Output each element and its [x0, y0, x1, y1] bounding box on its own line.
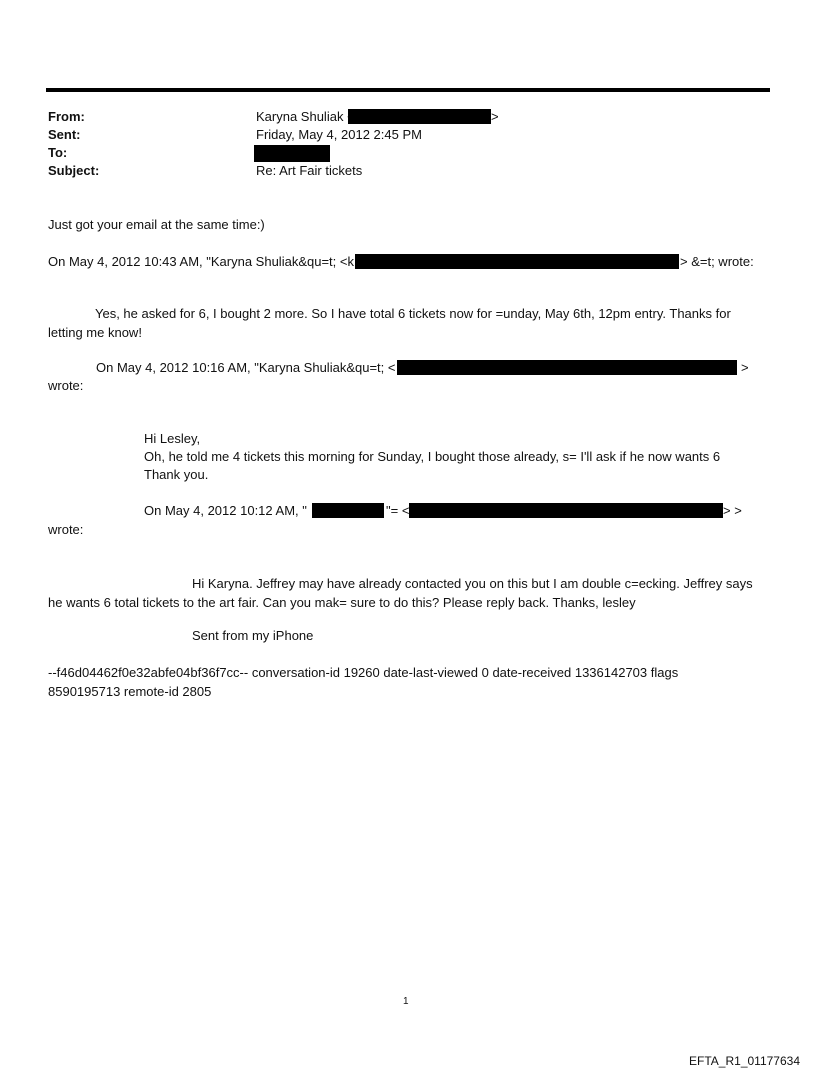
- from-name: Karyna Shuliak: [256, 109, 344, 124]
- quote1-prefix: [48, 254, 354, 270]
- bates-number: EFTA_R1_01177634: [689, 1054, 800, 1068]
- sent-value: Friday, May 4, 2012 2:45 PM: [256, 127, 422, 142]
- metadata-line: --f46d04462f0e32abfe04bf36f7cc-- conversation-id 19260 date-last-viewed 0 date-received 1336142703 flags 8590195713 remote-id 2805: [48, 665, 679, 699]
- from-close-bracket: >: [491, 109, 499, 124]
- quote3-mid: "= <: [386, 503, 410, 518]
- paragraph-tickets: Yes, he asked for 6, I bought 2 more. So I have total 6 tickets now for =unday, May 6th, 12pm entry. Thanks for letting me know!: [48, 306, 731, 340]
- subject-label: Subject:: [48, 163, 100, 178]
- redaction-to: [254, 145, 330, 162]
- greeting: Hi Lesley,: [144, 431, 201, 446]
- redaction-from-email: [348, 109, 491, 124]
- page-number: 1: [403, 996, 409, 1007]
- to-label: To:: [48, 145, 68, 160]
- redaction-quote2-email: [397, 360, 737, 375]
- quote2-suffix: >: [741, 360, 749, 375]
- quote2-wrote: wrote:: [48, 378, 84, 393]
- subject-value: Re: Art Fair tickets: [256, 163, 363, 178]
- redaction-quote3-name: [312, 503, 384, 518]
- quote2-prefix: On May 4, 2012 10:16 AM, "Karyna Shuliak&qu=t; <: [96, 360, 396, 375]
- from-value: [256, 109, 355, 125]
- reply-line: Just got your email at the same time:): [48, 217, 265, 232]
- quote3-wrote: wrote:: [48, 522, 84, 537]
- header-rule: [46, 88, 770, 92]
- from-label: From:: [48, 109, 85, 124]
- paragraph-sunday: Oh, he told me 4 tickets this morning for Sunday, I bought those already, s= I'll ask if he now wants 6: [144, 449, 721, 464]
- paragraph-art-fair: Hi Karyna. Jeffrey may have already contacted you on this but I am double c=ecking. Jeffrey says he wants 6 total tickets to the art fair. Can you mak= sure to do this? Please reply back. Thanks, lesley: [48, 576, 753, 610]
- redaction-quote3-email: [409, 503, 723, 518]
- quote1-leadchar: k: [347, 254, 354, 269]
- quote1-suffix: > &=t; wrote:: [680, 254, 754, 269]
- quote3-suffix: > >: [723, 503, 742, 518]
- thank-you: Thank you.: [144, 467, 209, 482]
- sent-label: Sent:: [48, 127, 81, 142]
- signature: Sent from my iPhone: [192, 628, 314, 643]
- redaction-quote1-email: [355, 254, 679, 269]
- quote3-prefix: On May 4, 2012 10:12 AM, ": [144, 503, 307, 518]
- quote1-prefix-text: On May 4, 2012 10:43 AM, "Karyna Shuliak&qu=t; <: [48, 254, 348, 269]
